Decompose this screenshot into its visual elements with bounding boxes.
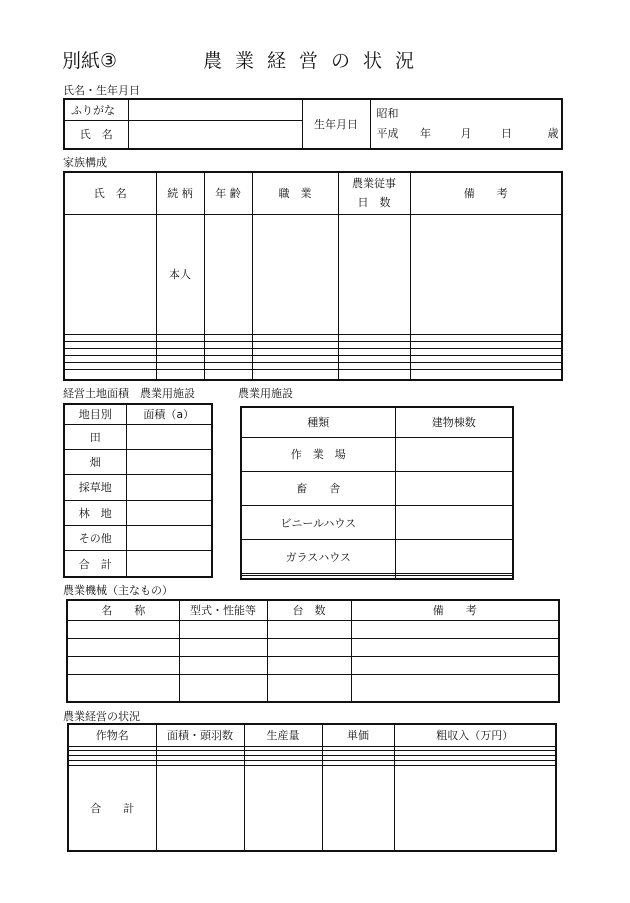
table-row [64, 214, 562, 334]
table-row [64, 334, 562, 341]
col-machine-name: 名 称 [67, 600, 179, 620]
age-label: 歳 [547, 127, 559, 140]
col-machine-remarks: 備 考 [351, 600, 559, 620]
land-meadow: 採草地 [64, 475, 126, 500]
machinery-table [66, 599, 560, 703]
table-row [67, 675, 559, 702]
dob-label: 生年月日 [302, 99, 370, 149]
facility-glass-house: ガラスハウス [241, 540, 395, 574]
furigana-label: ふりがな [64, 99, 128, 120]
section-label-facilities: 農業用施設 [238, 387, 293, 400]
col-age: 年 齢 [204, 172, 252, 214]
dob-field[interactable] [370, 99, 562, 149]
year-label: 年 [420, 127, 431, 140]
table-row [67, 620, 559, 638]
facilities-table [240, 406, 514, 580]
col-relation: 続 柄 [156, 172, 204, 214]
col-production: 生産量 [244, 724, 322, 746]
name-dob-table [63, 98, 563, 150]
section-label-status: 農業経営の状況 [63, 710, 140, 723]
section-label-family: 家族構成 [63, 156, 107, 169]
facility-barn: 畜 舎 [241, 471, 395, 505]
era-heisei: 平成 [376, 127, 399, 140]
family-table [63, 171, 563, 381]
section-label-name: 氏名・生年月日 [63, 84, 140, 97]
status-table [67, 723, 557, 852]
col-crop-area: 面積・頭羽数 [156, 724, 244, 746]
col-occupation: 職 業 [252, 172, 338, 214]
page-title: 農業経営の状況 [203, 50, 428, 72]
col-remarks: 備 考 [410, 172, 562, 214]
col-gross-income: 粗収入（万円） [394, 724, 556, 746]
land-total: 合 計 [64, 551, 126, 577]
land-forest: 林 地 [64, 500, 126, 525]
status-total-label: 合 計 [68, 766, 156, 852]
section-label-machinery: 農業機械（主なもの） [63, 584, 173, 597]
col-unit-price: 単価 [322, 724, 394, 746]
col-farm-days: 農業従事 日 数 [338, 172, 410, 214]
land-table [63, 403, 213, 578]
month-label: 月 [460, 127, 472, 140]
table-row [67, 656, 559, 674]
era-showa: 昭和 [376, 107, 399, 120]
table-row [67, 638, 559, 656]
facility-workshop: 作 業 場 [241, 437, 395, 471]
section-label-land: 経営土地面積 農業用施設 [63, 387, 195, 400]
table-row [64, 341, 562, 348]
relation-self: 本人 [156, 214, 204, 334]
table-row [64, 369, 562, 380]
col-name: 氏 名 [64, 172, 156, 214]
day-label: 日 [501, 127, 512, 140]
col-land-area: 面積（a） [126, 404, 212, 424]
form-number: 別紙③ [62, 50, 118, 72]
furigana-field[interactable] [128, 99, 302, 120]
table-row [64, 355, 562, 362]
col-land-type: 地目別 [64, 404, 126, 424]
name-field[interactable] [128, 120, 302, 149]
table-row [68, 766, 556, 852]
name-label: 氏 名 [64, 120, 128, 149]
col-machine-count: 台 数 [267, 600, 351, 620]
col-building-count: 建物棟数 [395, 407, 513, 437]
col-machine-model: 型式・性能等 [179, 600, 267, 620]
table-row [64, 348, 562, 355]
land-rice: 田 [64, 424, 126, 449]
land-field: 畑 [64, 449, 126, 474]
facility-vinyl-house: ビニールハウス [241, 505, 395, 539]
table-row [64, 362, 562, 369]
col-facility-type: 種類 [241, 407, 395, 437]
land-other: その他 [64, 526, 126, 551]
col-crop-name: 作物名 [68, 724, 156, 746]
